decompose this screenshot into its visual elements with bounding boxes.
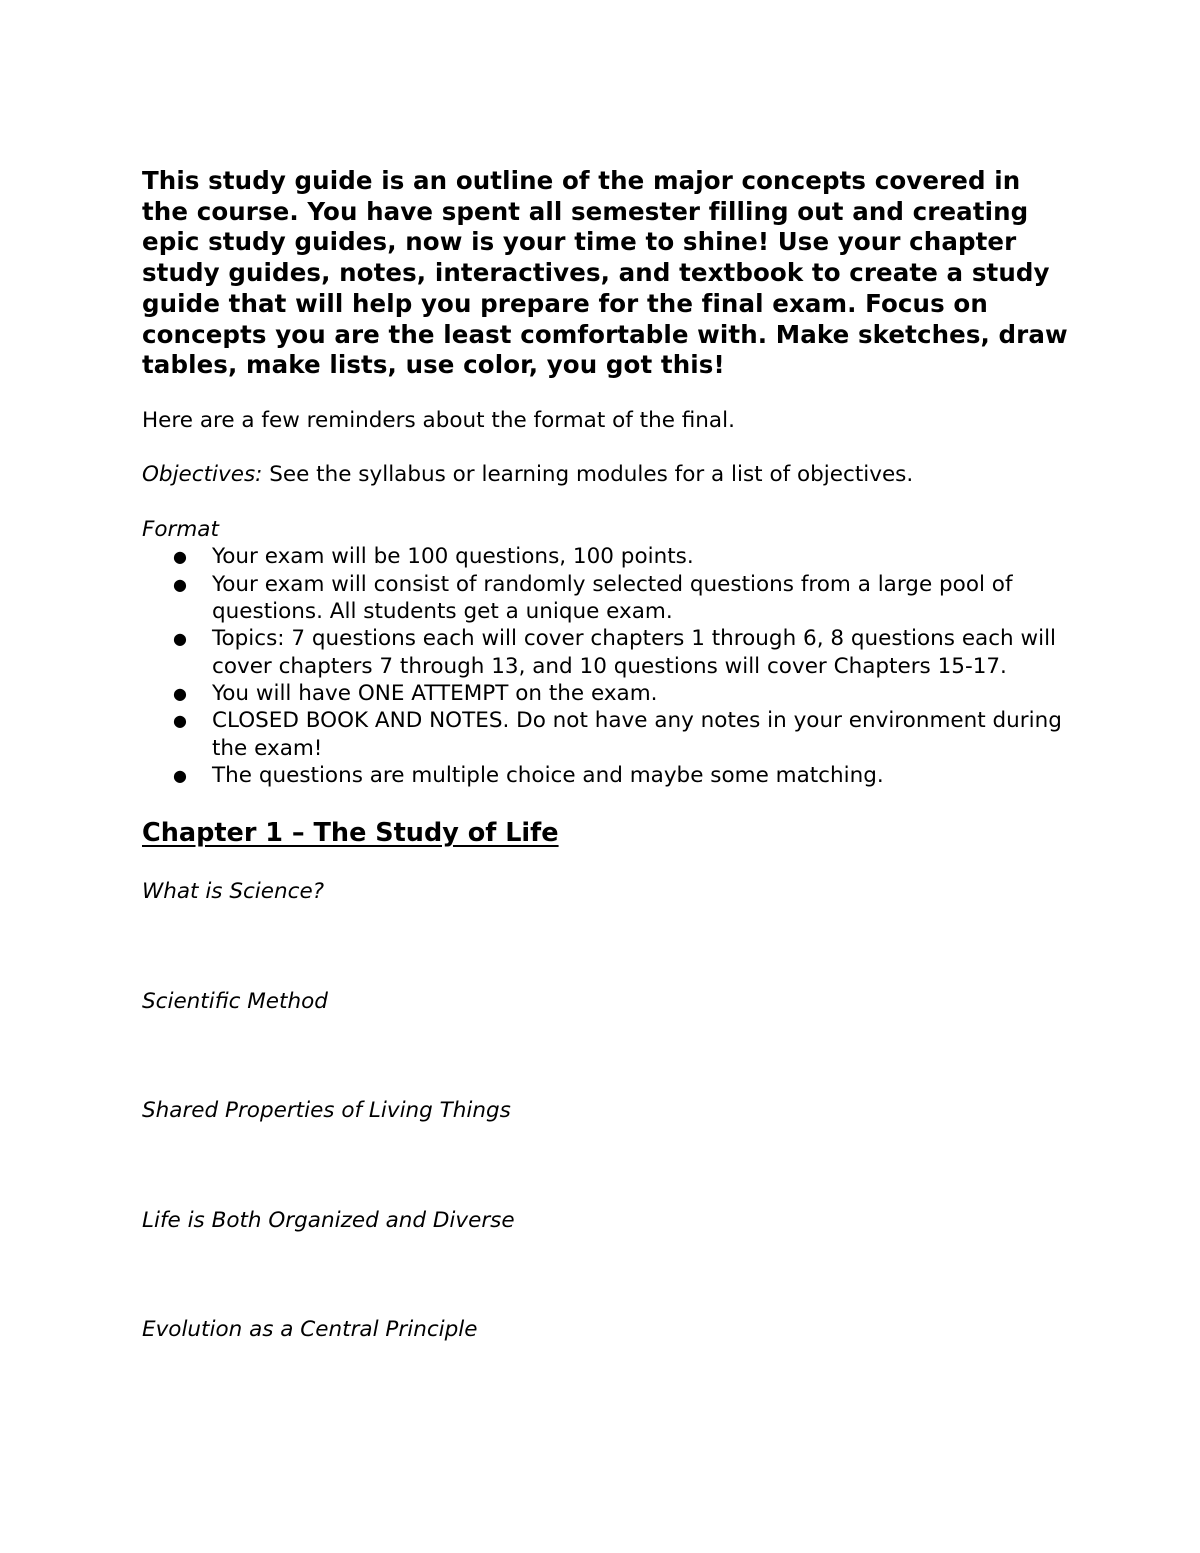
topic-heading: Evolution as a Central Principle [142,1317,478,1343]
objectives-text: See the syllabus or learning modules for a list of objectives. [262,462,914,488]
bullet-icon: ● [173,547,187,567]
list-item-text: Your exam will be 100 questions, 100 points. [212,544,694,570]
format-label-text: Format [142,516,219,542]
list-item [142,680,1072,707]
list-item-text: The questions are multiple choice and maybe some matching. [212,762,884,788]
bullet-icon: ● [173,683,187,703]
list-item-text: Topics: 7 questions each will cover chapters 1 through 6, 8 questions each will cover chapters 7 through 13, and 10 questions will cover Chapters 15-17. [212,626,1057,679]
reminder-text: Here are a few reminders about the format of the final. [142,407,735,433]
bullet-icon: ● [173,629,187,649]
document-page [142,166,1072,1344]
bullet-icon: ● [173,574,187,594]
list-item-text: You will have ONE ATTEMPT on the exam. [212,680,658,706]
list-item [142,625,1072,680]
topic-heading: What is Science? [142,879,325,905]
objectives-paragraph [142,461,1072,489]
list-item [142,543,1072,570]
objectives-label: Objectives: [142,462,263,488]
list-item-text: Your exam will consist of randomly selected questions from a large pool of questions. All students get a unique exam. [212,571,1013,625]
list-item [142,707,1072,762]
list-item [142,762,1072,789]
topic-heading: Shared Properties of Living Things [142,1098,511,1124]
intro-paragraph: This study guide is an outline of the major concepts covered in the course. You have spent all semester filling out and creating epic study guides, now is your time to shine! Use your chapter study guides, notes, interactives, and textbook to create a study guide that will help you prepare for the final exam. Focus on concepts you are the least comfortable with. Make sketches, draw tables, make lists, use color, you got this! [142,166,1068,380]
format-label [142,516,1072,544]
bullet-icon: ● [173,765,187,785]
chapter-1-heading: Chapter 1 – The Study of Life [142,818,559,849]
list-item [142,571,1072,626]
format-list [142,543,1072,789]
topic-heading: Scientific Method [142,988,328,1014]
topic-heading: Life is Both Organized and Diverse [142,1207,515,1233]
list-item-text: CLOSED BOOK AND NOTES. Do not have any notes in your environment during the exam! [212,708,1062,761]
bullet-icon: ● [173,711,187,731]
